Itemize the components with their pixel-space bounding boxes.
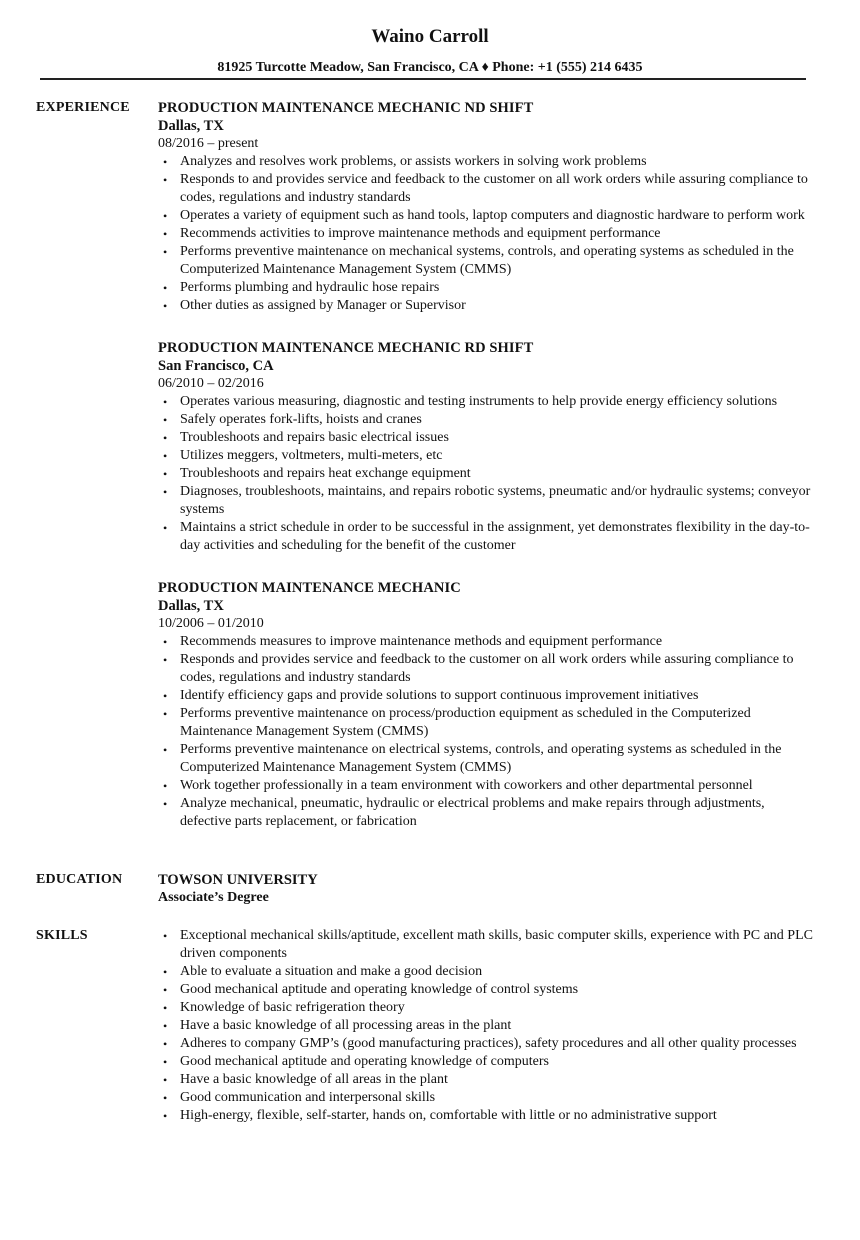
bullet-icon: • <box>163 155 168 169</box>
list-item <box>158 411 818 429</box>
skill-text: Good mechanical aptitude and operating knowledge of control systems <box>180 982 579 997</box>
duty-text: Responds to and provides service and feedback to the customer on all work orders while assuring compliance to codes, regulations and industry standards <box>180 172 808 205</box>
list-item <box>158 651 818 687</box>
list-item <box>158 483 818 519</box>
duty-text: Other duties as assigned by Manager or Supervisor <box>180 298 466 313</box>
bullet-icon: • <box>163 485 168 499</box>
list-item <box>158 447 818 465</box>
experience-heading: EXPERIENCE <box>36 100 130 115</box>
bullet-icon: • <box>163 209 168 223</box>
experience-body <box>158 99 818 831</box>
list-item <box>158 633 818 651</box>
job-duties-list <box>158 633 818 831</box>
bullet-icon: • <box>163 449 168 463</box>
list-item <box>158 297 818 315</box>
bullet-icon: • <box>163 227 168 241</box>
duty-text: Troubleshoots and repairs basic electrical issues <box>180 430 449 445</box>
duty-text: Work together professionally in a team environment with coworkers and other departmental personnel <box>180 778 753 793</box>
bullet-icon: • <box>163 1019 168 1033</box>
list-item <box>158 1053 818 1071</box>
bullet-icon: • <box>163 797 168 811</box>
bullet-icon: • <box>163 245 168 259</box>
duty-text: Troubleshoots and repairs heat exchange equipment <box>180 466 471 481</box>
bullet-icon: • <box>163 707 168 721</box>
list-item <box>158 963 818 981</box>
skill-text: Have a basic knowledge of all areas in the plant <box>180 1072 448 1087</box>
list-item <box>158 243 818 279</box>
list-item <box>158 687 818 705</box>
skill-text: Exceptional mechanical skills/aptitude, excellent math skills, basic computer skills, experience with PC and PLC driven components <box>180 928 813 961</box>
duty-text: Recommends activities to improve maintenance methods and equipment performance <box>180 226 661 241</box>
skill-text: Able to evaluate a situation and make a good decision <box>180 964 483 979</box>
list-item <box>158 1089 818 1107</box>
list-item <box>158 927 818 963</box>
duty-text: Operates a variety of equipment such as hand tools, laptop computers and diagnostic hardware to perform work <box>180 208 805 223</box>
duty-text: Responds and provides service and feedback to the customer on all work orders while assuring compliance to codes, regulations and industry standards <box>180 652 794 685</box>
bullet-icon: • <box>163 431 168 445</box>
list-item <box>158 741 818 777</box>
list-item <box>158 465 818 483</box>
list-item <box>158 777 818 795</box>
job-location: San Francisco, CA <box>158 358 274 374</box>
bullet-icon: • <box>163 779 168 793</box>
contact-line: 81925 Turcotte Meadow, San Francisco, CA ♦ Phone: +1 (555) 214 6435 <box>217 60 643 75</box>
job-entry-2 <box>158 339 818 555</box>
list-item <box>158 171 818 207</box>
bullet-icon: • <box>163 299 168 313</box>
bullet-icon: • <box>163 173 168 187</box>
skill-text: Adheres to company GMP’s (good manufacturing practices), safety procedures and all other quality processes <box>180 1036 797 1051</box>
education-heading: EDUCATION <box>36 872 123 887</box>
skill-text: Good communication and interpersonal skills <box>180 1090 436 1105</box>
bullet-icon: • <box>163 1073 168 1087</box>
duty-text: Analyze mechanical, pneumatic, hydraulic or electrical problems and make repairs through adjustments, defective parts replacement, or fabrication <box>180 796 765 829</box>
skills-list <box>158 927 818 1125</box>
list-item <box>158 1035 818 1053</box>
school-name: TOWSON UNIVERSITY <box>158 872 318 888</box>
bullet-icon: • <box>163 413 168 427</box>
bullet-icon: • <box>163 653 168 667</box>
bullet-icon: • <box>163 743 168 757</box>
bullet-icon: • <box>163 965 168 979</box>
list-item <box>158 279 818 297</box>
bullet-icon: • <box>163 395 168 409</box>
list-item <box>158 207 818 225</box>
duty-text: Performs plumbing and hydraulic hose repairs <box>180 280 440 295</box>
list-item <box>158 705 818 741</box>
job-location: Dallas, TX <box>158 598 224 614</box>
bullet-icon: • <box>163 1037 168 1051</box>
job-title: PRODUCTION MAINTENANCE MECHANIC RD SHIFT <box>158 340 534 356</box>
skill-text: Knowledge of basic refrigeration theory <box>180 1000 405 1015</box>
job-entry-3 <box>158 579 818 831</box>
skill-text: Good mechanical aptitude and operating knowledge of computers <box>180 1054 549 1069</box>
education-body <box>158 871 818 907</box>
job-title: PRODUCTION MAINTENANCE MECHANIC <box>158 580 461 596</box>
skill-text: Have a basic knowledge of all processing areas in the plant <box>180 1018 512 1033</box>
list-item <box>158 1107 818 1125</box>
job-entry-1 <box>158 99 818 315</box>
duty-text: Identify efficiency gaps and provide solutions to support continuous improvement initiatives <box>180 688 699 703</box>
bullet-icon: • <box>163 1055 168 1069</box>
candidate-name: Waino Carroll <box>371 26 489 47</box>
bullet-icon: • <box>163 467 168 481</box>
duty-text: Performs preventive maintenance on process/production equipment as scheduled in the Computerized Maintenance Management System (CMMS) <box>180 706 751 739</box>
duty-text: Maintains a strict schedule in order to be successful in the assignment, yet demonstrates flexibility in the day-to-day activities and scheduling for the benefit of the customer <box>180 520 810 553</box>
bullet-icon: • <box>163 1091 168 1105</box>
job-duties-list <box>158 393 818 555</box>
list-item <box>158 981 818 999</box>
list-item <box>158 393 818 411</box>
degree-name: Associate’s Degree <box>158 890 269 905</box>
job-title: PRODUCTION MAINTENANCE MECHANIC ND SHIFT <box>158 100 534 116</box>
duty-text: Recommends measures to improve maintenance methods and equipment performance <box>180 634 663 649</box>
bullet-icon: • <box>163 521 168 535</box>
list-item <box>158 1017 818 1035</box>
list-item <box>158 519 818 555</box>
job-dates: 06/2010 – 02/2016 <box>158 376 264 391</box>
skill-text: High-energy, flexible, self-starter, hands on, comfortable with little or no administrative support <box>180 1108 717 1123</box>
bullet-icon: • <box>163 929 168 943</box>
job-duties-list <box>158 153 818 315</box>
bullet-icon: • <box>163 635 168 649</box>
duty-text: Utilizes meggers, voltmeters, multi-meters, etc <box>180 448 443 463</box>
list-item <box>158 999 818 1017</box>
list-item <box>158 795 818 831</box>
skills-body <box>158 927 818 1125</box>
bullet-icon: • <box>163 689 168 703</box>
skills-heading: SKILLS <box>36 928 88 943</box>
bullet-icon: • <box>163 983 168 997</box>
duty-text: Diagnoses, troubleshoots, maintains, and repairs robotic systems, pneumatic and/or hydraulic systems; conveyor systems <box>180 484 811 517</box>
list-item <box>158 1071 818 1089</box>
job-location: Dallas, TX <box>158 118 224 134</box>
duty-text: Safely operates fork-lifts, hoists and cranes <box>180 412 422 427</box>
list-item <box>158 153 818 171</box>
job-dates: 08/2016 – present <box>158 136 259 151</box>
list-item <box>158 225 818 243</box>
header-divider <box>40 78 806 80</box>
bullet-icon: • <box>163 1109 168 1123</box>
bullet-icon: • <box>163 1001 168 1015</box>
duty-text: Performs preventive maintenance on electrical systems, controls, and operating systems as scheduled in the Computerized Maintenance Management System (CMMS) <box>180 742 782 775</box>
duty-text: Performs preventive maintenance on mechanical systems, controls, and operating systems as scheduled in the Computerized Maintenance Management System (CMMS) <box>180 244 794 277</box>
job-dates: 10/2006 – 01/2010 <box>158 616 264 631</box>
bullet-icon: • <box>163 281 168 295</box>
duty-text: Analyzes and resolves work problems, or assists workers in solving work problems <box>180 154 647 169</box>
list-item <box>158 429 818 447</box>
duty-text: Operates various measuring, diagnostic and testing instruments to help provide energy efficiency solutions <box>180 394 778 409</box>
